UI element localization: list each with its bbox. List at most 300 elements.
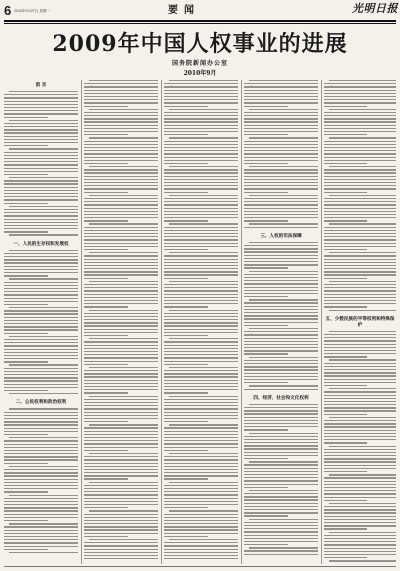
text-line: [84, 179, 158, 180]
text-line: [4, 504, 78, 505]
text-line: [84, 373, 158, 374]
text-line: [164, 501, 238, 502]
text-line: [324, 150, 396, 151]
text-line: [244, 413, 318, 414]
text-line: [324, 404, 396, 405]
text-line: [4, 320, 78, 321]
text-line: [84, 533, 158, 534]
text-line: [324, 500, 367, 501]
text-line: [324, 179, 396, 180]
text-line: [84, 233, 158, 234]
text-line: [4, 530, 78, 531]
text-line: [324, 528, 367, 529]
text-line: [324, 217, 396, 218]
text-line: [89, 310, 158, 311]
text-line: [164, 507, 208, 508]
text-line: [4, 288, 78, 289]
text-line: [4, 275, 48, 276]
text-line: [244, 274, 318, 275]
text-line: [324, 102, 396, 103]
text-line: [84, 523, 158, 524]
text-line: [244, 496, 318, 497]
text-line: [4, 501, 78, 502]
text-line: [4, 225, 78, 226]
text-line: [244, 306, 318, 307]
text-line: [84, 188, 158, 189]
text-line: [244, 474, 318, 475]
text-line: [164, 227, 238, 228]
text-line: [4, 161, 78, 162]
text-line: [324, 201, 396, 202]
text-line: [164, 118, 238, 119]
text-line: [89, 396, 158, 397]
text-line: [244, 512, 318, 513]
text-line: [9, 393, 78, 394]
text-line: [164, 529, 238, 530]
text-line: [4, 536, 78, 537]
text-line: [244, 535, 318, 536]
text-line: [164, 421, 208, 422]
text-line: [84, 536, 128, 537]
text-line: [89, 281, 158, 282]
text-line: [244, 141, 318, 142]
text-line: [244, 83, 318, 84]
text-line: [324, 490, 396, 491]
text-line: [4, 196, 78, 197]
text-line: [164, 389, 238, 390]
text-line: [84, 447, 158, 448]
text-line: [324, 131, 396, 132]
text-line: [329, 532, 396, 533]
text-line: [164, 185, 238, 186]
text-line: [249, 80, 318, 81]
text-line: [324, 284, 396, 285]
text-line: [4, 259, 78, 260]
text-line: [324, 90, 396, 91]
text-line: [169, 539, 238, 540]
text-line: [89, 338, 158, 339]
text-line: [164, 402, 238, 403]
text-line: [324, 246, 396, 247]
text-line: [4, 94, 78, 95]
text-line: [89, 424, 158, 425]
text-line: [84, 249, 128, 250]
paragraph-block: [244, 242, 318, 390]
text-line: [324, 439, 396, 440]
text-line: [84, 357, 158, 358]
text-line: [164, 115, 238, 116]
text-line: [164, 125, 238, 126]
text-line: [84, 198, 158, 199]
text-line: [164, 230, 238, 231]
text-line: [4, 361, 48, 362]
text-line: [84, 147, 158, 148]
text-line: [164, 322, 238, 323]
text-line: [164, 545, 238, 546]
text-line: [244, 106, 288, 107]
text-line: [4, 97, 78, 98]
text-line: [244, 163, 288, 164]
text-line: [4, 272, 78, 273]
text-line: [164, 93, 238, 94]
text-line: [4, 187, 78, 188]
text-line: [324, 455, 396, 456]
text-line: [84, 290, 158, 291]
text-line: [249, 461, 318, 462]
text-line: [4, 456, 78, 457]
text-line: [4, 380, 78, 381]
text-line: [244, 179, 318, 180]
text-line: [164, 160, 238, 161]
text-line: [244, 220, 288, 221]
text-line: [164, 246, 238, 247]
text-line: [244, 544, 288, 545]
text-line: [4, 304, 48, 305]
text-line: [164, 348, 238, 349]
text-line: [244, 267, 288, 268]
text-line: [324, 512, 396, 513]
text-line: [84, 475, 158, 476]
text-line: [4, 329, 78, 330]
text-line: [84, 545, 158, 546]
text-line: [244, 369, 318, 370]
text-line: [324, 169, 396, 170]
text-line: [9, 364, 78, 365]
text-line: [324, 249, 367, 250]
text-line: [4, 123, 78, 124]
text-line: [164, 294, 238, 295]
text-line: [164, 211, 238, 212]
text-line: [324, 401, 396, 402]
text-line: [249, 242, 318, 243]
text-line: [324, 300, 396, 301]
text-line: [164, 523, 238, 524]
text-line: [84, 491, 158, 492]
text-line: [244, 287, 318, 288]
text-line: [4, 488, 78, 489]
text-line: [244, 255, 318, 256]
text-line: [324, 414, 367, 415]
text-line: [324, 433, 396, 434]
text-line: [329, 474, 396, 475]
text-line: [84, 303, 158, 304]
text-line: [9, 523, 78, 524]
text-line: [164, 274, 238, 275]
text-line: [84, 329, 158, 330]
text-line: [324, 442, 367, 443]
text-line: [244, 318, 318, 319]
text-line: [244, 102, 318, 103]
text-line: [164, 90, 238, 91]
text-line: [84, 552, 158, 553]
text-line: [84, 134, 128, 135]
text-line: [4, 424, 78, 425]
text-line: [244, 150, 318, 151]
text-line: [4, 145, 48, 146]
text-line: [249, 433, 318, 434]
text-line: [164, 259, 238, 260]
text-line: [4, 539, 78, 540]
text-line: [329, 281, 396, 282]
text-line: [84, 478, 128, 479]
text-line: [4, 374, 78, 375]
text-line: [329, 503, 396, 504]
text-line: [164, 102, 238, 103]
text-line: [4, 355, 78, 356]
text-line: [4, 333, 48, 334]
text-line: [4, 180, 78, 181]
text-line: [9, 120, 78, 121]
text-line: [84, 386, 158, 387]
text-line: [164, 370, 238, 371]
text-line: [164, 491, 238, 492]
text-line: [9, 234, 78, 235]
text-line: [244, 96, 318, 97]
text-line: [244, 426, 318, 427]
text-line: [164, 303, 238, 304]
text-line: [329, 137, 396, 138]
text-line: [324, 274, 396, 275]
text-line: [89, 195, 158, 196]
text-line: [84, 549, 158, 550]
text-line: [169, 109, 238, 110]
text-line: [244, 509, 318, 510]
text-line: [244, 227, 318, 228]
page-number: 6: [4, 3, 12, 18]
text-line: [4, 168, 78, 169]
text-line: [4, 262, 78, 263]
text-line: [324, 449, 396, 450]
text-line: [89, 367, 158, 368]
text-line: [169, 453, 238, 454]
text-line: [84, 507, 128, 508]
text-line: [164, 262, 238, 263]
text-line: [84, 236, 158, 237]
text-line: [4, 447, 78, 448]
text-line: [169, 252, 238, 253]
text-line: [164, 188, 238, 189]
text-line: [4, 190, 78, 191]
text-line: [324, 125, 396, 126]
text-line: [324, 211, 396, 212]
text-line: [244, 112, 318, 113]
text-line: [244, 331, 318, 332]
text-line: [84, 555, 158, 556]
text-line: [244, 312, 318, 313]
text-line: [84, 322, 158, 323]
text-line: [9, 177, 78, 178]
text-line: [164, 325, 238, 326]
text-line: [84, 169, 158, 170]
text-line: [324, 372, 396, 373]
text-line: [324, 519, 396, 520]
text-line: [244, 452, 318, 453]
text-line: [84, 93, 158, 94]
text-line: [324, 430, 396, 431]
issue-date: 2010年9月27日 星期一: [14, 9, 50, 13]
text-line: [324, 227, 396, 228]
text-line: [164, 437, 238, 438]
text-line: [324, 306, 367, 307]
text-line: [164, 163, 208, 164]
text-line: [164, 179, 238, 180]
text-line: [324, 522, 396, 523]
text-line: [84, 529, 158, 530]
column-divider: [161, 80, 162, 564]
text-line: [164, 278, 208, 279]
text-line: [244, 389, 318, 390]
text-line: [4, 371, 78, 372]
text-line: [324, 458, 396, 459]
text-line: [169, 80, 238, 81]
text-line: [4, 113, 78, 114]
text-line: [329, 252, 396, 253]
text-line: [164, 131, 238, 132]
text-line: [164, 351, 238, 352]
text-line: [164, 463, 238, 464]
article-byline: 国务院新闻办公室: [171, 60, 228, 67]
text-line: [244, 160, 318, 161]
text-line: [84, 345, 158, 346]
text-line: [164, 255, 238, 256]
text-line: [244, 182, 318, 183]
text-line: [244, 115, 318, 116]
text-line: [324, 385, 367, 386]
text-line: [164, 514, 238, 515]
text-line: [324, 398, 396, 399]
text-line: [4, 549, 48, 550]
text-line: [4, 269, 78, 270]
text-line: [84, 501, 158, 502]
text-line: [324, 144, 396, 145]
text-line: [4, 155, 78, 156]
paragraph-block: [324, 331, 396, 562]
text-line: [164, 243, 238, 244]
text-line: [4, 228, 78, 229]
text-line: [84, 443, 158, 444]
text-line: [244, 125, 318, 126]
text-line: [4, 215, 78, 216]
text-line: [244, 214, 318, 215]
text-line: [84, 284, 158, 285]
text-line: [84, 418, 158, 419]
text-line: [244, 471, 318, 472]
text-line: [84, 265, 158, 266]
text-line: [164, 96, 238, 97]
text-line: [329, 560, 396, 561]
text-line: [244, 550, 318, 551]
text-line: [249, 519, 318, 520]
text-line: [164, 249, 208, 250]
text-line: [324, 93, 396, 94]
text-line: [169, 424, 238, 425]
text-line: [324, 192, 367, 193]
text-line: [244, 296, 288, 297]
text-line: [324, 506, 396, 507]
text-line: [164, 319, 238, 320]
text-line: [244, 363, 318, 364]
text-line: [324, 452, 396, 453]
text-line: [164, 201, 238, 202]
text-line: [4, 298, 78, 299]
newspaper-logo: 光明日报: [352, 3, 398, 15]
text-line: [84, 514, 158, 515]
text-line: [84, 402, 158, 403]
text-line: [324, 115, 396, 116]
text-line: [4, 171, 78, 172]
text-line: [4, 352, 78, 353]
text-line: [244, 525, 318, 526]
text-line: [244, 198, 318, 199]
text-line: [84, 421, 128, 422]
text-line: [4, 507, 78, 508]
text-line: [324, 185, 396, 186]
text-line: [244, 290, 318, 291]
text-line: [324, 255, 396, 256]
text-line: [4, 368, 78, 369]
text-line: [164, 208, 238, 209]
text-column-2: [84, 80, 158, 564]
text-line: [4, 514, 78, 515]
text-line: [249, 357, 318, 358]
text-line: [329, 166, 396, 167]
text-line: [164, 106, 208, 107]
text-line: [164, 485, 238, 486]
text-line: [84, 163, 128, 164]
text-line: [84, 185, 158, 186]
text-line: [249, 328, 318, 329]
text-line: [84, 341, 158, 342]
text-line: [4, 453, 78, 454]
text-line: [324, 334, 396, 335]
text-line: [244, 280, 318, 281]
text-line: [4, 174, 48, 175]
text-line: [164, 431, 238, 432]
text-line: [169, 195, 238, 196]
text-line: [84, 271, 158, 272]
text-line: [324, 353, 396, 354]
text-line: [244, 554, 318, 555]
text-line: [244, 264, 318, 265]
text-line: [84, 246, 158, 247]
text-line: [4, 390, 48, 391]
column-divider: [321, 80, 322, 564]
text-line: [244, 455, 318, 456]
text-line: [164, 306, 208, 307]
text-line: [89, 539, 158, 540]
text-line: [84, 427, 158, 428]
text-line: [324, 544, 396, 545]
text-line: [169, 223, 238, 224]
paragraph-block: [324, 80, 396, 311]
text-line: [324, 265, 396, 266]
text-line: [324, 516, 396, 517]
text-line: [244, 277, 318, 278]
text-line: [84, 472, 158, 473]
text-line: [249, 385, 318, 386]
text-line: [4, 107, 78, 108]
text-line: [324, 128, 396, 129]
text-line: [244, 325, 288, 326]
text-line: [324, 214, 396, 215]
text-line: [84, 259, 158, 260]
text-line: [164, 144, 238, 145]
text-line: [324, 509, 396, 510]
text-line: [249, 195, 318, 196]
text-line: [4, 317, 78, 318]
text-line: [324, 287, 396, 288]
text-line: [4, 459, 78, 460]
